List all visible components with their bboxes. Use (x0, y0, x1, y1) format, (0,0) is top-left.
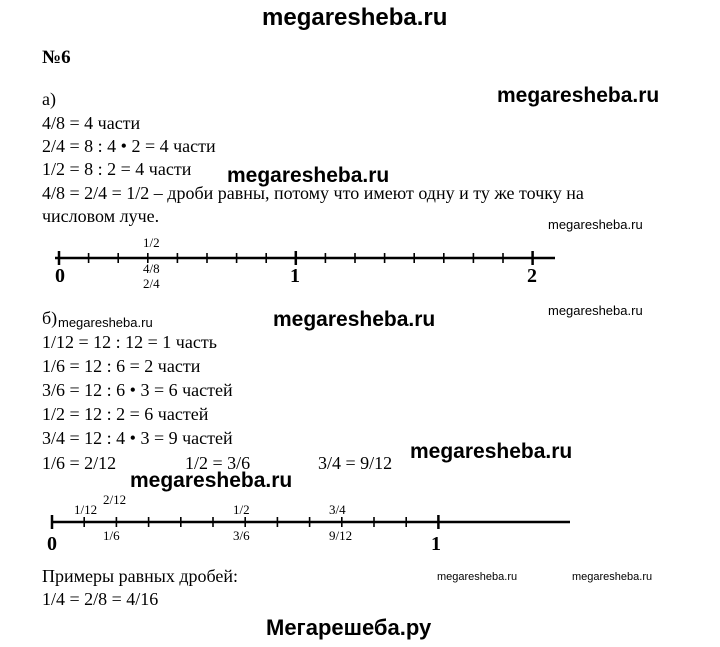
watermark-a-right: megaresheba.ru (497, 84, 660, 107)
equality-3: 3/4 = 9/12 (318, 453, 393, 473)
ray-a-label-1: 1 (290, 265, 300, 287)
watermark-b-right: megaresheba.ru (410, 440, 573, 463)
ray-b-label-1: 1 (431, 533, 441, 555)
part-a-line-5: числовом луче. (42, 206, 160, 226)
watermark-a-small-right: megaresheba.ru (548, 217, 643, 232)
watermark-b-small-right: megaresheba.ru (548, 303, 643, 318)
part-b-line-3: 3/6 = 12 : 6 • 3 = 6 частей (42, 380, 233, 400)
part-a-line-2: 2/4 = 8 : 4 • 2 = 4 части (42, 136, 216, 156)
examples-line: 1/4 = 2/8 = 4/16 (42, 589, 159, 609)
ray-a-label-2: 2 (527, 265, 537, 287)
ray-a-label-1-2: 1/2 (143, 235, 160, 250)
part-b-label: б) (42, 308, 58, 328)
ray-a-label-0: 0 (55, 265, 65, 287)
ray-b-label-2-12: 2/12 (103, 492, 127, 507)
examples-title: Примеры равных дробей: (42, 566, 239, 586)
header-watermark: megaresheba.ru (262, 4, 448, 31)
watermark-b-mid: megaresheba.ru (273, 308, 436, 331)
watermark-b-small-left: megaresheba.ru (58, 315, 153, 330)
part-b-line-2: 1/6 = 12 : 6 = 2 части (42, 356, 201, 376)
part-a-label: а) (42, 89, 56, 109)
ray-a-label-2-4: 2/4 (143, 276, 160, 291)
ray-b-label-9-12: 9/12 (329, 528, 353, 543)
watermark-bottom-1: megaresheba.ru (437, 571, 518, 583)
part-b-line-4: 1/2 = 12 : 2 = 6 частей (42, 404, 209, 424)
part-a-line-1: 4/8 = 4 части (42, 113, 141, 133)
ray-b-label-1-2: 1/2 (233, 502, 250, 517)
watermark-a-mid: megaresheba.ru (227, 164, 390, 187)
part-a-line-3: 1/2 = 8 : 2 = 4 части (42, 159, 192, 179)
part-b-line-5: 3/4 = 12 : 4 • 3 = 9 частей (42, 428, 233, 448)
footer-site-name: Мегарешеба.ру (266, 615, 432, 640)
watermark-b-left-mid: megaresheba.ru (130, 469, 293, 492)
ray-b-label-0: 0 (47, 533, 57, 555)
ray-a-label-4-8: 4/8 (143, 261, 160, 276)
problem-number: №6 (42, 47, 71, 68)
number-ray-b (0, 488, 720, 558)
ray-b-label-3-6: 3/6 (233, 528, 250, 543)
equality-2: 1/2 = 3/6 (185, 453, 251, 473)
ray-b-label-1-6: 1/6 (103, 528, 120, 543)
ray-b-label-3-4: 3/4 (329, 502, 346, 517)
number-ray-a (0, 230, 720, 310)
equality-1: 1/6 = 2/12 (42, 453, 117, 473)
part-b-line-1: 1/12 = 12 : 12 = 1 часть (42, 332, 217, 352)
ray-b-label-1-12: 1/12 (74, 502, 98, 517)
watermark-bottom-2: megaresheba.ru (572, 571, 653, 583)
part-a-line-4: 4/8 = 2/4 = 1/2 – дроби равны, потому что имеют одну и ту же точку на (42, 183, 584, 203)
